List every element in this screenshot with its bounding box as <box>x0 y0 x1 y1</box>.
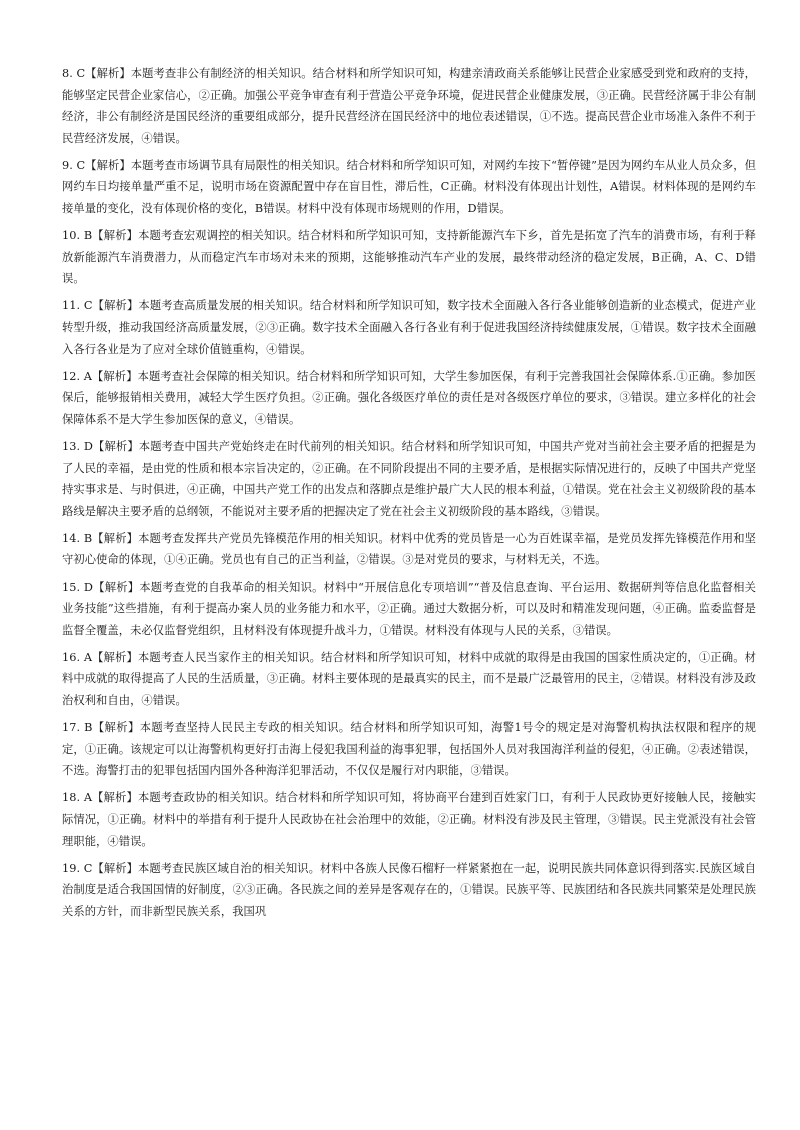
answer-text: 19. C【解析】本题考查民族区域自治的相关知识。材料中各族人民像石榴籽一样紧紧抱在一起，说明民族共同体意识得到落实.民族区域自治制度是适合我国国情的好制度，②③正确。各民族之间的差异是客观存在的，①错误。民族平等、民族团结和各民族共同繁荣是处理民族关系的方针，而非新型民族关系，我国巩 <box>62 861 756 918</box>
answer-text: 16. A【解析】本题考查人民当家作主的相关知识。结合材料和所学知识可知，材料中成就的取得是由我国的国家性质决定的，①正确。材料中成就的取得提高了人民的生活质量，③正确。材料主要体现的是最真实的民主，而不是最广泛最管用的民主，②错误。材料没有涉及政治权利和自由，④错误。 <box>62 650 756 708</box>
answer-text: 18. A【解析】本题考查政协的相关知识。结合材料和所学知识可知，将协商平台建到百姓家门口，有利于人民政协更好接触人民，接触实际情况，①正确。材料中的举措有利于提升人民政协在社会治理中的效能，②正确。材料没有涉及民主管理，③错误。民主党派没有社会管理职能，④错误。 <box>62 791 756 848</box>
answer-item-9 <box>62 155 756 220</box>
answer-item-19 <box>62 858 756 923</box>
answer-text: 17. B【解析】本题考查坚持人民民主专政的相关知识。结合材料和所学知识可知，海警1号令的规定是对海警机构执法权限和程序的规定，①正确。该规定可以让海警机构更好打击海上侵犯我国利益的海事犯罪，包括国外人员对我国海洋利益的侵犯，④正确。②表述错误，不选。海警打击的犯罪包括国内国外各种海洋犯罪活动，不仅仅是履行对内职能，③错误。 <box>62 721 756 778</box>
answer-item-16 <box>62 647 756 712</box>
answer-item-8 <box>62 63 756 149</box>
answer-text: 15. D【解析】本题考查党的自我革命的相关知识。材料中“开展信息化专项培训”“普及信息查询、平台运用、数据研判等信息化监督相关业务技能”这些措施，有利于提高办案人员的业务能力和水平，②正确。通过大数据分析，可以及时和精准发现问题，④正确。监委监督是监督全覆盖，未必仅监督党组织，且材料没有体现提升战斗力，①错误。材料没有体现与人民的关系，③错误。 <box>62 580 756 637</box>
answer-item-13 <box>62 436 756 522</box>
answer-text: 8. C【解析】本题考查非公有制经济的相关知识。结合材料和所学知识可知，构建亲清政商关系能够让民营企业家感受到党和政府的支持，能够坚定民营企业家信心，②正确。加强公平竞争审查有利于营造公平竞争环境，促进民营企业健康发展，③正确。民营经济属于非公有制经济，非公有制经济是国民经济的重要组成部分，提升民营经济在国民经济中的地位表述错误，①不选。提高民营企业市场准入条件不利于民营经济发展，④错误。 <box>62 67 756 145</box>
answer-item-18 <box>62 787 756 852</box>
answer-item-17 <box>62 717 756 782</box>
answer-item-11 <box>62 295 756 360</box>
answer-explanations-page <box>62 63 756 928</box>
answer-text: 9. C【解析】本题考查市场调节具有局限性的相关知识。结合材料和所学知识可知，对网约车按下“暂停键”是因为网约车从业人员众多，但网约车日均接单量严重不足，说明市场在资源配置中存在盲目性，滞后性，C正确。材料没有体现出计划性，A错误。材料体现的是网约车接单量的变化，没有体现价格的变化，B错误。材料中没有体现市场规则的作用，D错误。 <box>62 158 756 216</box>
answer-item-12 <box>62 366 756 431</box>
answer-text: 14. B【解析】本题考查发挥共产党员先锋模范作用的相关知识。材料中优秀的党员皆是一心为百姓谋幸福，是党员发挥先锋模范作用和坚守初心使命的体现，①④正确。党员也有自己的正当利益，②错误。③是对党员的要求，与材料无关，不选。 <box>62 531 756 567</box>
answer-text: 11. C【解析】本题考查高质量发展的相关知识。结合材料和所学知识可知，数字技术全面融入各行各业能够创造新的业态模式，促进产业转型升级，推动我国经济高质量发展，②③正确。数字技术全面融入各行各业有利于促进我国经济持续健康发展，①错误。数字技术全面融入各行各业是为了应对全球价值链重构，④错误。 <box>62 299 756 356</box>
answer-text: 13. D【解析】本题考查中国共产党始终走在时代前列的相关知识。结合材料和所学知识可知，中国共产党对当前社会主要矛盾的把握是为了人民的幸福，是由党的性质和根本宗旨决定的，②正确。在不同阶段提出不同的主要矛盾，是根据实际情况进行的，反映了中国共产党坚持实事求是、与时俱进，④正确，中国共产党工作的出发点和落脚点是维护最广大人民的根本利益，①错误。党在社会主义初级阶段的基本路线是解决主要矛盾的总纲领，不能说对主要矛盾的把握决定了党在社会主义初级阶段的基本路线，③错误。 <box>62 440 756 518</box>
answer-item-15 <box>62 577 756 642</box>
answer-item-10 <box>62 225 756 290</box>
answer-item-14 <box>62 528 756 571</box>
answer-text: 10. B【解析】本题考查宏观调控的相关知识。结合材料和所学知识可知，支持新能源汽车下乡，首先是拓宽了汽车的消费市场，有利于释放新能源汽车消费潜力，从而稳定汽车市场对未来的预期，这能够推动汽车产业的发展，最终带动经济的稳定发展，B正确，A、C、D错误。 <box>62 229 756 286</box>
answer-text: 12. A【解析】本题考查社会保障的相关知识。结合材料和所学知识可知，大学生参加医保，有利于完善我国社会保障体系.①正确。参加医保后，能够报销相关费用，减轻大学生医疗负担。②正确。强化各级医疗单位的责任是对各级医疗单位的要求，③错误。建立多样化的社会保障体系不是大学生参加医保的意义，④错误。 <box>62 369 756 426</box>
